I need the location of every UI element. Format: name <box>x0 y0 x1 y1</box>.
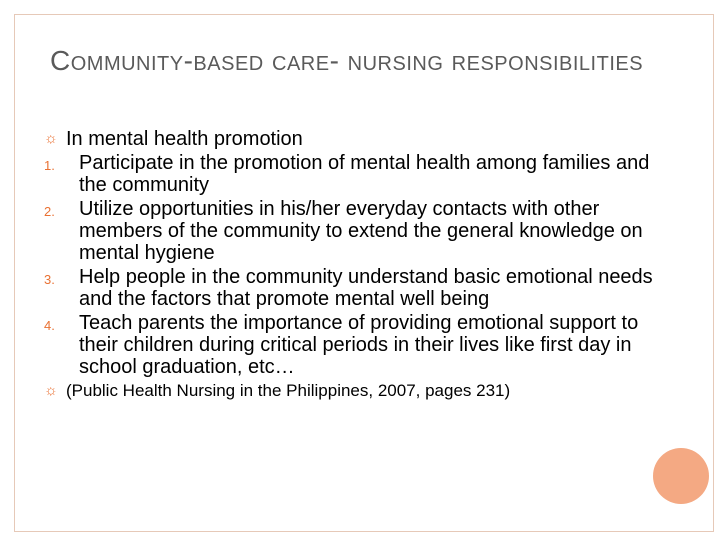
item-number: 4. <box>44 318 55 333</box>
numbered-item <box>44 312 674 378</box>
item-text: Teach parents the importance of providing emotional support to their children during critical periods in their lives like first day in school graduation, etc… <box>79 312 639 378</box>
item-number: 2. <box>44 204 55 219</box>
bullet-text: In mental health promotion <box>66 128 303 150</box>
numbered-item <box>44 266 674 310</box>
citation-text: (Public Health Nursing in the Philippines, 2007, pages 231) <box>66 381 511 400</box>
slide-title: Community-based care- nursing responsibilities <box>50 45 644 76</box>
citation-item <box>44 380 674 402</box>
sun-bullet-icon: ☼ <box>44 382 58 399</box>
bullet-item <box>44 128 674 150</box>
item-text: Participate in the promotion of mental health among families and the community <box>79 152 650 196</box>
slide-content <box>44 128 674 404</box>
item-number: 3. <box>44 272 55 287</box>
decorative-circle <box>653 448 709 504</box>
sun-bullet-icon: ☼ <box>44 130 58 147</box>
item-text: Help people in the community understand basic emotional needs and the factors that promote mental well being <box>79 266 653 310</box>
numbered-item <box>44 152 674 196</box>
item-number: 1. <box>44 158 55 173</box>
item-text: Utilize opportunities in his/her everyday contacts with other members of the community to extend the general knowledge on mental hygiene <box>79 198 643 264</box>
numbered-item <box>44 198 674 264</box>
